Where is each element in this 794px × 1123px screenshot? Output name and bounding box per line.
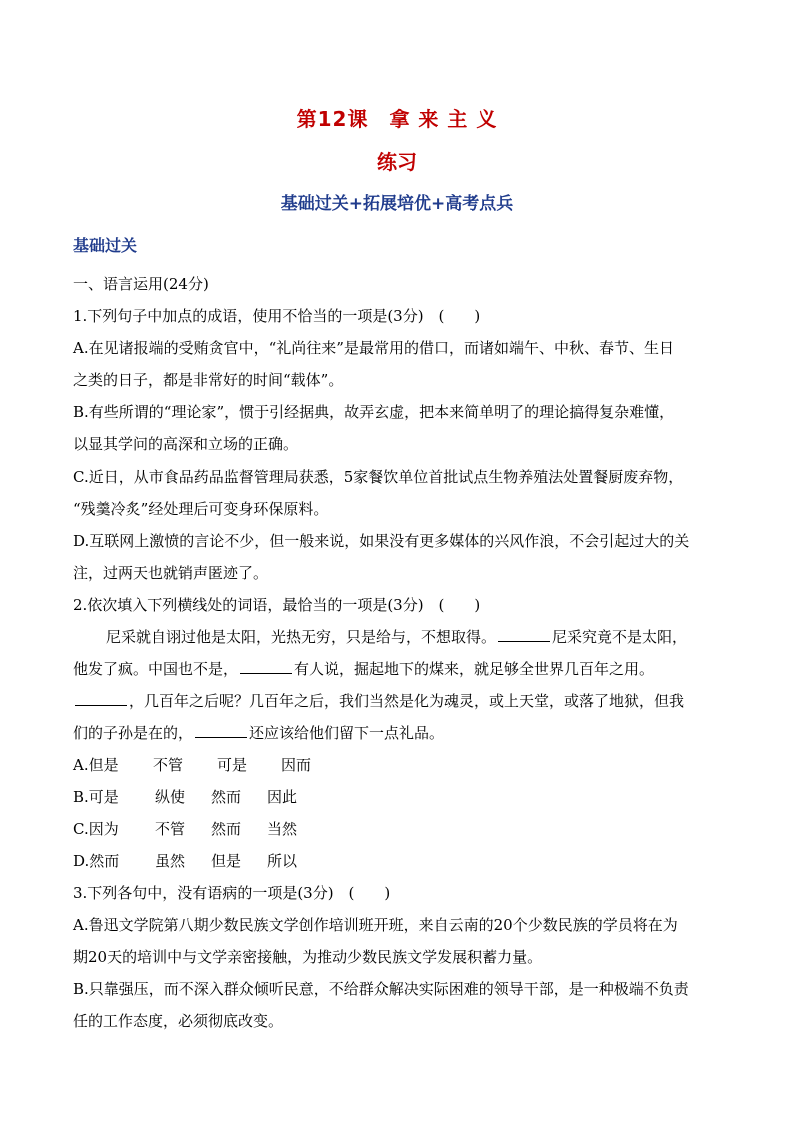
q2-passage-text: 尼采究竟不是太阳， — [552, 628, 688, 646]
q1-option-c-line2: “残羹冷炙”经处理后可变身环保原料。 — [73, 500, 329, 518]
q2-option-c — [73, 818, 723, 839]
option-word: 可是 — [217, 756, 248, 774]
q2-passage-text: 尼采就自诩过他是太阳，光热无穷，只是给与，不想取得。 — [106, 628, 497, 646]
subtitle: 练习 — [377, 150, 417, 174]
q2-option-a — [73, 754, 723, 775]
option-word: D.然而 — [73, 852, 120, 870]
q2-passage-line3 — [73, 690, 723, 711]
q2-passage-line2 — [73, 658, 723, 679]
q1-stem: 1.下列句子中加点的成语，使用不恰当的一项是(3分) ( ) — [73, 307, 481, 325]
q3-option-a-line1: A.鲁迅文学院第八期少数民族文学创作培训班开班，来自云南的20个少数民族的学员将在为 — [73, 916, 678, 934]
q2-passage-text: 还应该给他们留下一点礼品。 — [249, 724, 445, 742]
tagline: 基础过关+拓展培优+高考点兵 — [280, 194, 514, 214]
q1-option-b-line1: B.有些所谓的“理论家”，惯于引经据典，故弄玄虚，把本来简单明了的理论搞得复杂难懂， — [73, 403, 675, 421]
option-word: 不管 — [155, 820, 186, 838]
part-heading: 一、语言运用(24分) — [73, 275, 209, 293]
q2-stem: 2.依次填入下列横线处的词语，最恰当的一项是(3分) ( ) — [73, 596, 481, 614]
option-word: 因此 — [267, 788, 298, 806]
option-word: 因而 — [281, 756, 312, 774]
option-word: 所以 — [267, 852, 298, 870]
option-word: 不管 — [153, 756, 184, 774]
option-word: B.可是 — [73, 788, 119, 806]
q2-option-b — [73, 786, 723, 807]
fill-blank-2 — [240, 659, 292, 674]
q1-option-a-line2: 之类的日子，都是非常好的时间“载体”。 — [73, 371, 344, 389]
q2-option-d — [73, 850, 723, 871]
q3-option-b-line1: B.只靠强压，而不深入群众倾听民意，不给群众解决实际困难的领导干部，是一种极端不负责 — [73, 980, 689, 998]
option-word: 但是 — [211, 852, 242, 870]
q2-passage-line1 — [106, 626, 756, 647]
fill-blank-1 — [498, 627, 550, 642]
fill-blank-4 — [195, 723, 247, 738]
q3-option-b-line2: 任的工作态度，必须彻底改变。 — [73, 1012, 284, 1030]
q2-passage-text: 有人说，掘起地下的煤来，就足够全世界几百年之用。 — [294, 660, 655, 678]
option-word: 然而 — [211, 820, 242, 838]
lesson-title: 第12课 拿 来 主 义 — [296, 107, 498, 131]
option-word: 纵使 — [155, 788, 186, 806]
option-word: C.因为 — [73, 820, 119, 838]
q2-passage-text: 们的子孙是在的， — [73, 724, 194, 742]
q1-option-a-line1: A.在见诸报端的受贿贪官中，“礼尚往来”是最常用的借口，而诸如端午、中秋、春节、生日 — [73, 339, 674, 357]
q3-stem: 3.下列各句中，没有语病的一项是(3分) ( ) — [73, 884, 391, 902]
q1-option-d-line1: D.互联网上激愤的言论不少，但一般来说，如果没有更多媒体的兴风作浪，不会引起过大的关 — [73, 532, 690, 550]
option-word: 虽然 — [155, 852, 186, 870]
q1-option-d-line2: 注，过两天也就销声匿迹了。 — [73, 564, 269, 582]
option-word: 然而 — [211, 788, 242, 806]
option-word: 当然 — [267, 820, 298, 838]
q2-passage-line4 — [73, 722, 723, 743]
q2-passage-text: ，几百年之后呢？几百年之后，我们当然是化为魂灵，或上天堂，或落了地狱，但我 — [129, 692, 685, 710]
q1-option-b-line2: 以显其学问的高深和立场的正确。 — [73, 435, 299, 453]
q1-option-c-line1: C.近日，从市食品药品监督管理局获悉，5家餐饮单位首批试点生物养殖法处置餐厨废弃物， — [73, 468, 684, 486]
section-title: 基础过关 — [73, 236, 138, 255]
option-word: A.但是 — [73, 756, 119, 774]
fill-blank-3 — [75, 691, 127, 706]
q2-passage-text: 他发了疯。中国也不是， — [73, 660, 239, 678]
q3-option-a-line2: 期20天的培训中与文学亲密接触，为推动少数民族文学发展积蓄力量。 — [73, 948, 543, 966]
